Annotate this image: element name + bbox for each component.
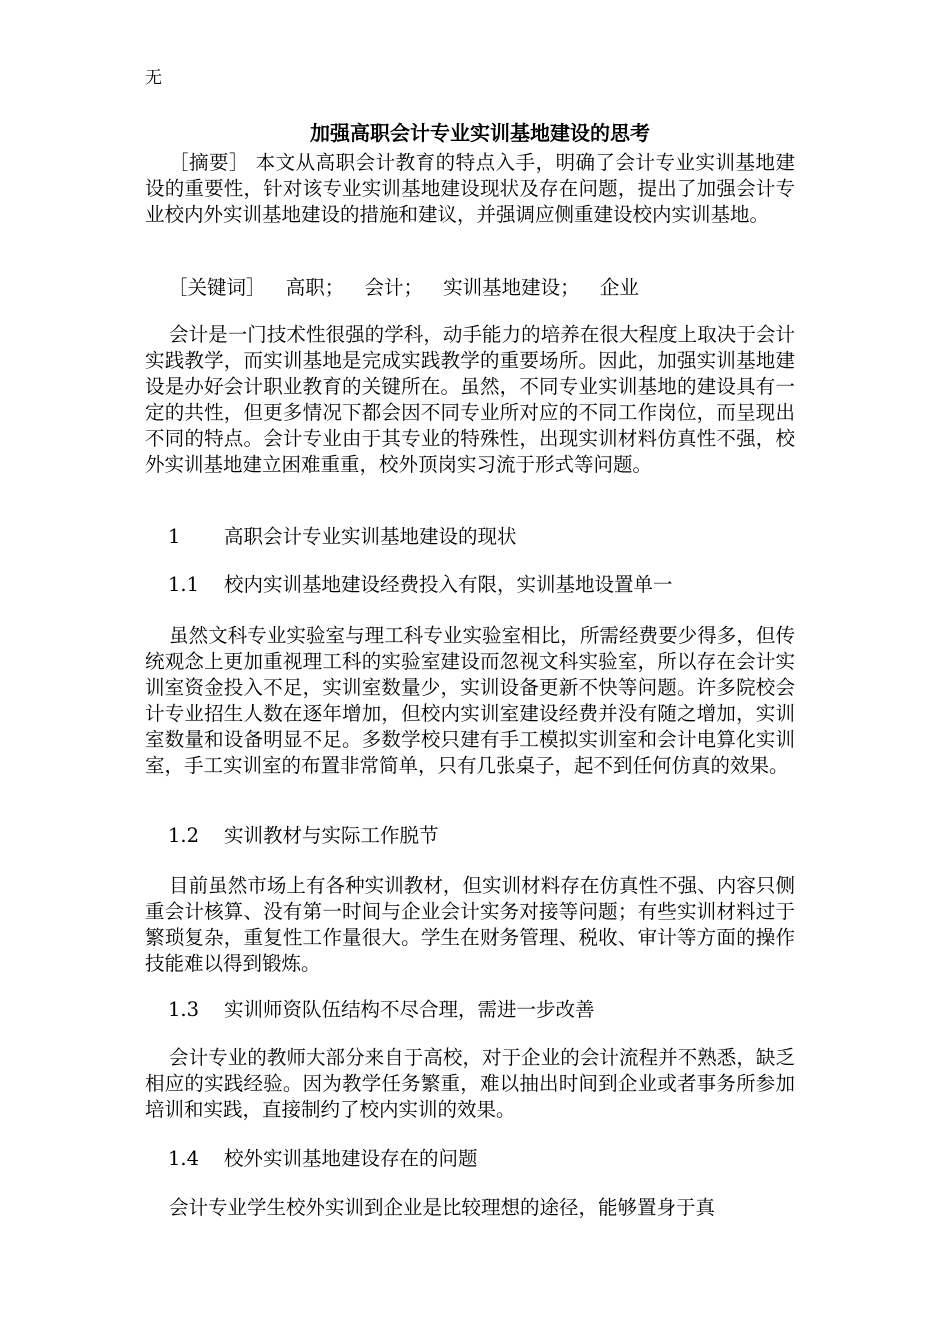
section-number: 1.4 bbox=[168, 1147, 200, 1170]
section-heading-1-1 bbox=[168, 572, 795, 598]
keyword-item: 高职； bbox=[285, 276, 345, 299]
keyword-item: 企业 bbox=[599, 276, 639, 299]
section-number: 1.2 bbox=[168, 824, 200, 847]
keyword-item: 实训基地建设； bbox=[443, 276, 580, 299]
section-number: 1.3 bbox=[168, 998, 200, 1021]
section-1-1-body: 虽然文科专业实验室与理工科专业实验室相比，所需经费要少得多，但传统观念上更加重视理工科的实验室建设而忽视文科实验室，所以存在会计实训室资金投入不足，实训室数量少，实训设备更新不快等问题。许多院校会计专业招生人数在逐年增加，但校内实训室建设经费并没有随之增加，实训室数量和设备明显不足。多数学校只建有手工模拟实训室和会计电算化实训室，手工实训室的布置非常简单，只有几张桌子，起不到任何仿真的效果。 bbox=[145, 624, 795, 777]
section-heading-1-3 bbox=[168, 997, 795, 1023]
section-1-2-body: 目前虽然市场上有各种实训教材，但实训材料存在仿真性不强、内容只侧重会计核算、没有第一时间与企业会计实务对接等问题；有些实训材料过于繁琐复杂，重复性工作量很大。学生在财务管理、税收、审计等方面的操作技能难以得到锻炼。 bbox=[145, 874, 795, 975]
document-title: 加强高职会计专业实训基地建设的思考 bbox=[310, 121, 650, 145]
section-title: 校外实训基地建设存在的问题 bbox=[224, 1147, 478, 1170]
section-number: 1.1 bbox=[168, 573, 200, 596]
section-title: 高职会计专业实训基地建设的现状 bbox=[224, 525, 517, 548]
header-mark: 无 bbox=[145, 68, 162, 88]
keywords-label: ［关键词］ bbox=[168, 276, 266, 299]
section-title: 实训教材与实际工作脱节 bbox=[224, 824, 439, 847]
section-1-4-body: 会计专业学生校外实训到企业是比较理想的途径，能够置身于真 bbox=[169, 1196, 716, 1219]
section-title: 校内实训基地建设经费投入有限，实训基地设置单一 bbox=[224, 573, 673, 596]
section-heading-1 bbox=[168, 524, 795, 550]
keyword-item: 会计； bbox=[364, 276, 423, 299]
section-heading-1-2 bbox=[168, 823, 795, 849]
abstract-paragraph: ［摘要］ 本文从高职会计教育的特点入手，明确了会计专业实训基地建设的重要性，针对该专业实训基地建设现状及存在问题，提出了加强会计专业校内外实训基地建设的措施和建议，并强调应侧重建设校内实训基地。 bbox=[145, 151, 795, 226]
section-number: 1 bbox=[168, 525, 181, 548]
section-1-3-body: 会计专业的教师大部分来自于高校，对于企业的会计流程并不熟悉，缺乏相应的实践经验。因为教学任务繁重，难以抽出时间到企业或者事务所参加培训和实践，直接制约了校内实训的效果。 bbox=[145, 1046, 795, 1121]
section-heading-1-4 bbox=[168, 1146, 795, 1172]
keywords-line bbox=[168, 275, 795, 301]
section-title: 实训师资队伍结构不尽合理，需进一步改善 bbox=[224, 998, 595, 1021]
intro-paragraph: 会计是一门技术性很强的学科，动手能力的培养在很大程度上取决于会计实践教学，而实训基地是完成实践教学的重要场所。因此，加强实训基地建设是办好会计职业教育的关键所在。虽然，不同专业实训基地的建设具有一定的共性，但更多情况下都会因不同专业所对应的不同工作岗位，而呈现出不同的特点。会计专业由于其专业的特殊性，出现实训材料仿真性不强，校外实训基地建立困难重重，校外顶岗实习流于形式等问题。 bbox=[145, 323, 795, 476]
